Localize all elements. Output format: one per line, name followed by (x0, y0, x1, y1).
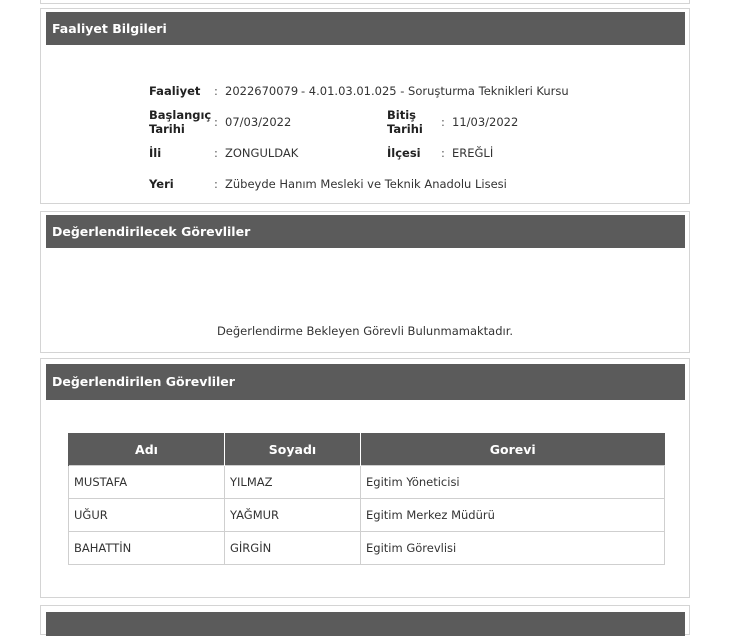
cell-surname: YILMAZ (225, 466, 361, 499)
pending-officers-header: Değerlendirilecek Görevliler (46, 215, 685, 248)
cell-role: Egitim Merkez Müdürü (361, 499, 665, 532)
bitis-label-line1: Bitiş (387, 108, 416, 122)
yeri-label: Yeri (149, 177, 174, 191)
colon: : (214, 146, 218, 160)
activity-info-panel (40, 8, 690, 204)
colon: : (214, 84, 218, 98)
cell-name: UĞUR (69, 499, 225, 532)
column-header-role: Gorevi (361, 433, 665, 466)
faaliyet-name: - 4.01.03.01.025 - Soruşturma Teknikleri Kursu (301, 84, 569, 98)
bitis-label-line2: Tarihi (387, 122, 423, 136)
column-header-surname: Soyadı (225, 433, 361, 466)
il-value: ZONGULDAK (225, 146, 299, 160)
ilce-value: EREĞLİ (452, 146, 494, 160)
next-panel-header (46, 612, 685, 636)
il-label: İli (149, 146, 162, 160)
cell-surname: YAĞMUR (225, 499, 361, 532)
pending-officers-panel (40, 211, 690, 353)
cell-surname: GİRGİN (225, 532, 361, 565)
cell-name: MUSTAFA (69, 466, 225, 499)
cell-role: Egitim Görevlisi (361, 532, 665, 565)
yeri-value: Zübeyde Hanım Mesleki ve Teknik Anadolu Lisesi (225, 177, 507, 191)
evaluated-officers-header: Değerlendirilen Görevliler (46, 364, 685, 400)
evaluated-officers-panel (40, 358, 690, 598)
cell-name: BAHATTİN (69, 532, 225, 565)
previous-panel-edge (40, 0, 690, 4)
next-panel (40, 605, 690, 635)
baslangic-label-line1: Başlangıç (149, 108, 212, 122)
officers-table (68, 433, 665, 565)
table-row (69, 466, 665, 499)
baslangic-value: 07/03/2022 (225, 115, 292, 129)
table-header-row (69, 433, 665, 466)
baslangic-label-line2: Tarihi (149, 122, 185, 136)
colon: : (441, 115, 445, 129)
colon: : (441, 146, 445, 160)
colon: : (214, 115, 218, 129)
no-pending-message: Değerlendirme Bekleyen Görevli Bulunmamaktadır. (216, 324, 514, 338)
cell-role: Egitim Yöneticisi (361, 466, 665, 499)
faaliyet-label: Faaliyet (149, 84, 201, 98)
colon: : (214, 177, 218, 191)
table-row (69, 532, 665, 565)
ilce-label: İlçesi (387, 146, 421, 160)
faaliyet-code: 2022670079 (225, 84, 299, 98)
column-header-name: Adı (69, 433, 225, 466)
bitis-value: 11/03/2022 (452, 115, 519, 129)
activity-info-header: Faaliyet Bilgileri (46, 12, 685, 45)
table-row (69, 499, 665, 532)
